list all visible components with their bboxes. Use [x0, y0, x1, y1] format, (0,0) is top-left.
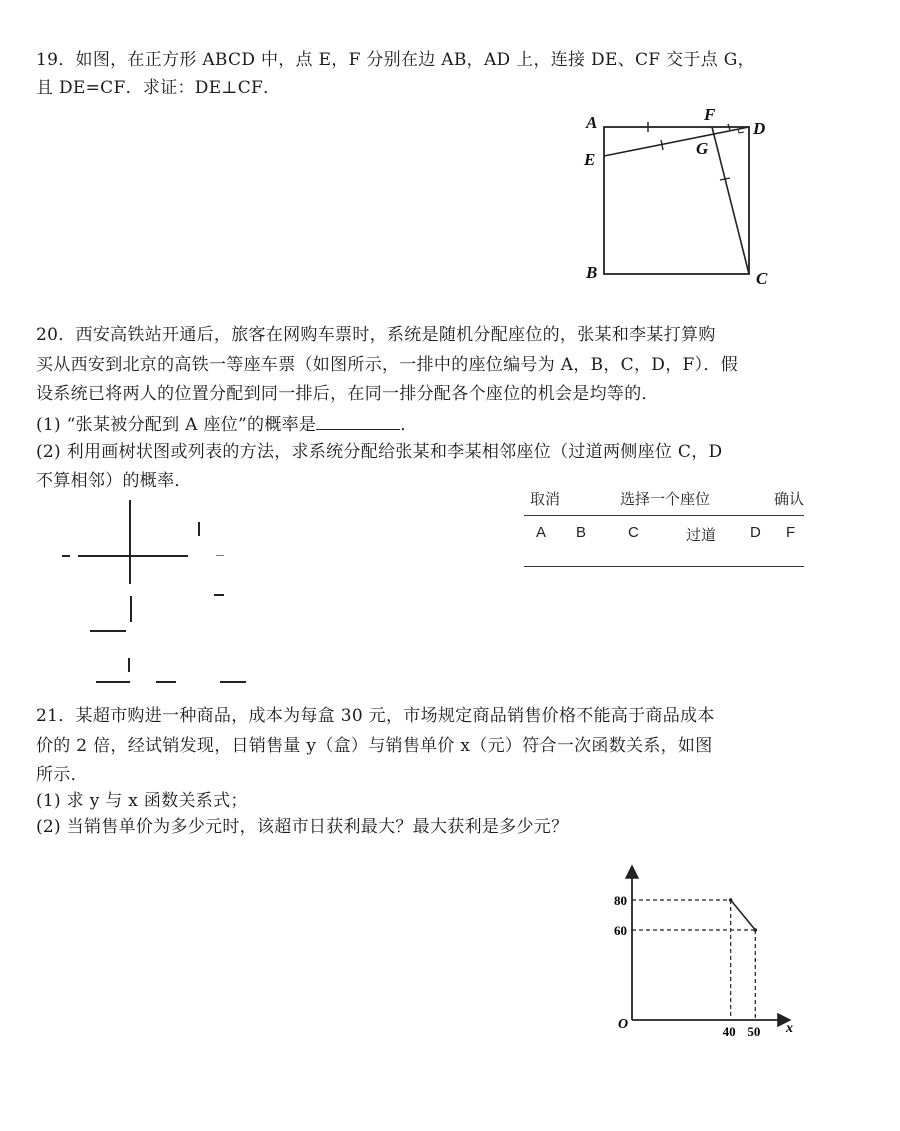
- seat-c: C: [628, 524, 639, 541]
- tick-cf: [720, 178, 730, 180]
- q21-line-3: 所示．: [36, 765, 88, 785]
- series-line: [731, 900, 756, 930]
- y-tick-label-1: 60: [614, 923, 627, 938]
- data-point-1: [754, 928, 758, 932]
- seat-f: F: [786, 524, 796, 541]
- q21-line-1: 21．某超市购进一种商品，成本为每盒 30 元，市场规定商品销售价格不能高于商品成本: [36, 706, 715, 726]
- q21-line-2: 价的 2 倍，经试销发现，日销售量 y（盒）与销售单价 x（元）符合一次函数关系，如图: [36, 736, 713, 756]
- confirm-label: 确认: [774, 491, 805, 508]
- x-tick-label-1: 50: [747, 1024, 761, 1039]
- label-g: G: [696, 139, 709, 158]
- x-tick-label-0: 40: [722, 1024, 736, 1039]
- seat-b: B: [576, 524, 587, 541]
- q20-part-2-line-1: (2) 利用画树状图或列表的方法，求系统分配给张某和李某相邻座位（过道两侧座位 C，D: [36, 442, 723, 462]
- data-point-0: [729, 898, 733, 902]
- q20-line-1: 20．西安高铁站开通后，旅客在网购车票时，系统是随机分配座位的，张某和李某打算购: [36, 325, 716, 345]
- tick-de: [661, 140, 663, 150]
- y-tick-label-0: 80: [614, 893, 627, 908]
- label-e: E: [584, 150, 596, 169]
- q20-part-2-line-2: 不算相邻）的概率．: [36, 471, 192, 491]
- segment-cf: [712, 127, 749, 274]
- q19-line-1: 19．如图，在正方形 ABCD 中，点 E，F 分别在边 AB，AD 上，连接 DE、CF 交于点 G，: [36, 50, 755, 70]
- q20-part-1: [36, 411, 418, 437]
- bottom-rule: [524, 566, 804, 567]
- seat-a: A: [536, 524, 547, 541]
- label-c: C: [756, 269, 768, 288]
- segment-de: [604, 127, 749, 156]
- q19-line-2: 且 DE=CF．求证：DE⊥CF．: [36, 78, 281, 98]
- chart-marks: [614, 893, 760, 1039]
- q20-part-1-prefix: (1) “张某被分配到 A 座位”的概率是: [36, 415, 317, 435]
- cancel-label: 取消: [530, 491, 561, 508]
- header-rule: [524, 515, 804, 516]
- label-d: D: [753, 119, 766, 138]
- label-a: A: [586, 113, 598, 132]
- x-axis-label: x: [786, 1021, 793, 1036]
- q21-part-2: (2) 当销售单价为多少元时，该超市日获利最大？最大获利是多少元？: [36, 817, 569, 837]
- q20-part-1-suffix: ．: [400, 415, 418, 435]
- sales-chart: [600, 858, 810, 1048]
- origin-label: O: [618, 1017, 629, 1032]
- q21-part-1: (1) 求 y 与 x 函数关系式；: [36, 791, 248, 811]
- square-abcd: [604, 127, 749, 274]
- q20-line-2: 买从西安到北京的高铁一等座车票（如图所示，一排中的座位编号为 A，B，C，D，F）．假: [36, 355, 739, 375]
- seat-selection-panel: [524, 482, 804, 568]
- label-b: B: [586, 263, 598, 282]
- seat-d: D: [750, 524, 761, 541]
- label-f: F: [704, 105, 716, 124]
- aisle-label: 过道: [686, 527, 717, 544]
- square-figure: [570, 100, 790, 300]
- tick-fd: [728, 124, 730, 130]
- q20-line-3: 设系统已将两人的位置分配到同一排后，在同一排分配各个座位的机会是均等的．: [36, 384, 659, 404]
- answer-blank: [316, 411, 400, 430]
- select-seat-label: 选择一个座位: [620, 491, 711, 508]
